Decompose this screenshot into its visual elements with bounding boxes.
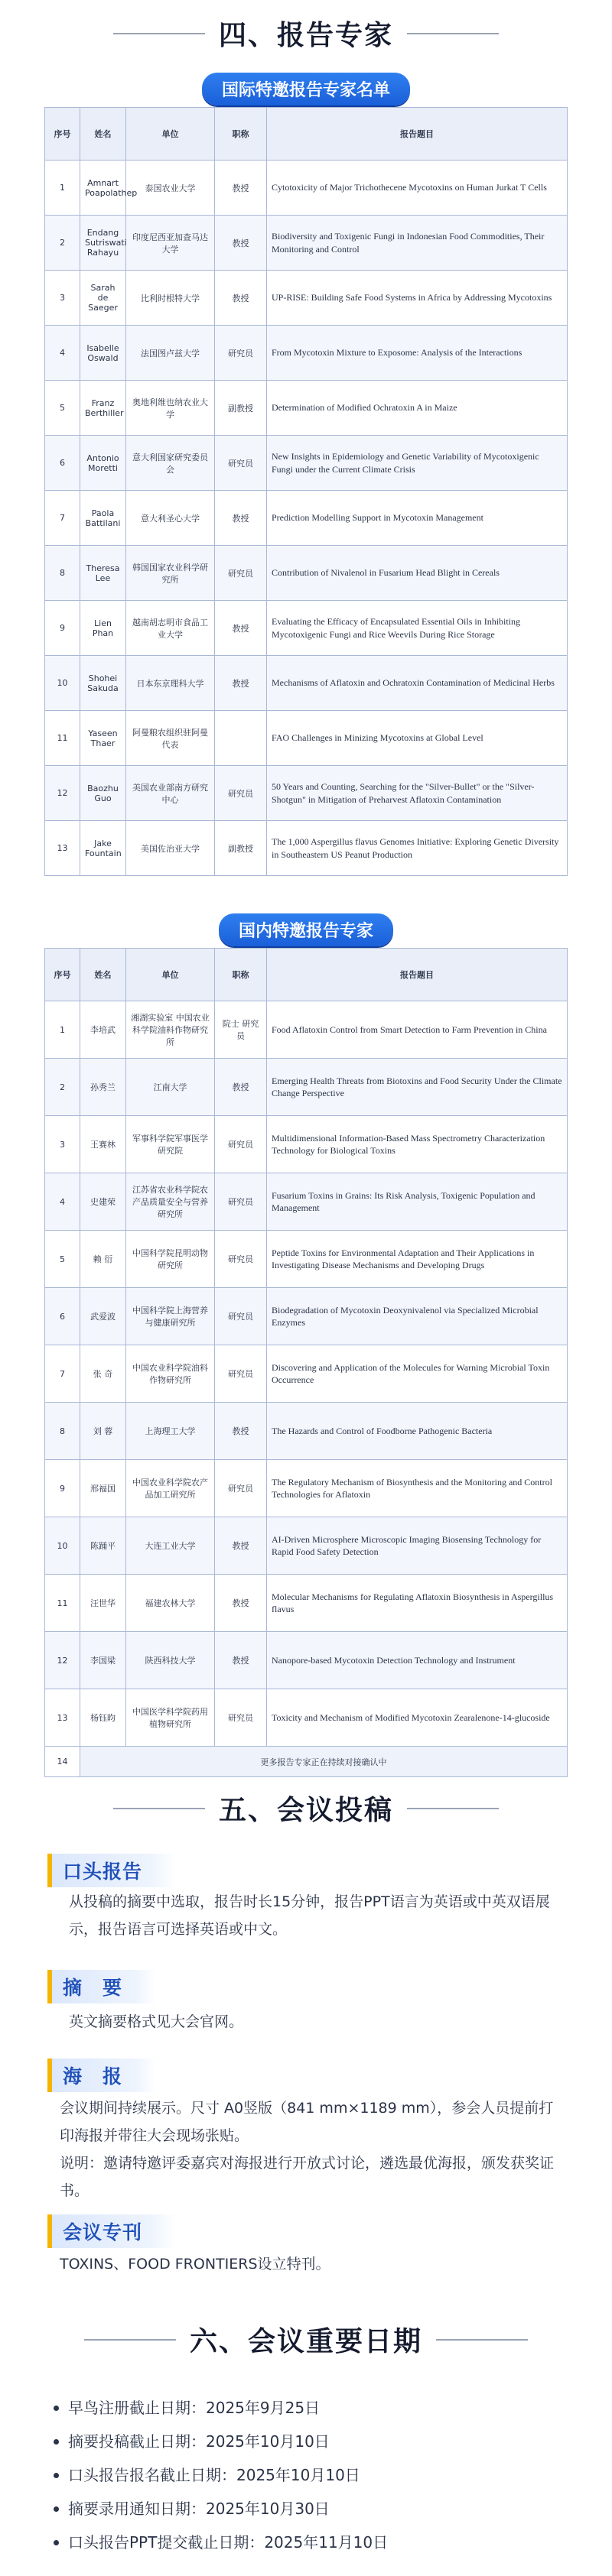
expert-title: 副教授 bbox=[215, 381, 267, 436]
expert-unit: 印度尼西亚加查马达大学 bbox=[126, 216, 215, 271]
report-topic: Cytotoxicity of Major Trichothecene Mycotoxins on Human Jurkat T Cells bbox=[267, 161, 568, 216]
table-row bbox=[45, 1632, 568, 1689]
expert-name: 武爱波 bbox=[80, 1288, 126, 1345]
expert-title: 研究员 bbox=[215, 1345, 267, 1403]
expert-title: 教授 bbox=[215, 1403, 267, 1460]
expert-name: 李国梁 bbox=[80, 1632, 126, 1689]
report-topic: Nanopore-based Mycotoxin Detection Technology and Instrument bbox=[267, 1632, 568, 1689]
date-text: 摘要投稿截止日期：2025年10月10日 bbox=[68, 2432, 330, 2451]
row-index: 9 bbox=[45, 1460, 80, 1517]
row-index: 5 bbox=[45, 1231, 80, 1288]
report-topic: Discovering and Application of the Molecules for Warning Microbial Toxin Occurrence bbox=[267, 1345, 568, 1403]
expert-name: 赖 衍 bbox=[80, 1231, 126, 1288]
row-index: 5 bbox=[45, 381, 80, 436]
expert-unit: 中国农业科学院油料作物研究所 bbox=[126, 1345, 215, 1403]
report-topic: Prediction Modelling Support in Mycotoxin Management bbox=[267, 491, 568, 546]
expert-name: 邢福国 bbox=[80, 1460, 126, 1517]
expert-unit: 美国农业部南方研究中心 bbox=[126, 766, 215, 821]
row-index: 4 bbox=[45, 1173, 80, 1231]
report-topic: Fusarium Toxins in Grains: Its Risk Analysis, Toxigenic Population and Management bbox=[267, 1173, 568, 1231]
report-topic: The 1,000 Aspergillus flavus Genomes Initiative: Exploring Genetic Diversity in Southeastern US Peanut Production bbox=[267, 821, 568, 876]
row-index: 10 bbox=[45, 1517, 80, 1575]
expert-title: 研究员 bbox=[215, 1689, 267, 1747]
expert-title: 教授 bbox=[215, 656, 267, 711]
expert-title: 教授 bbox=[215, 161, 267, 216]
expert-name: 王赛林 bbox=[80, 1116, 126, 1173]
row-index: 8 bbox=[45, 1403, 80, 1460]
bullet-icon bbox=[54, 2406, 59, 2411]
international-experts-pill: 国际特邀报告专家名单 bbox=[202, 73, 410, 105]
table-row bbox=[45, 436, 568, 491]
row-index: 7 bbox=[45, 491, 80, 546]
note-text: 更多报告专家正在持续对接确认中 bbox=[80, 1747, 568, 1777]
expert-title: 研究员 bbox=[215, 1231, 267, 1288]
expert-unit: 意大利国家研究委员会 bbox=[126, 436, 215, 491]
expert-name: Lien Phan bbox=[80, 601, 126, 656]
divider-right bbox=[407, 1808, 499, 1809]
divider-left bbox=[113, 33, 205, 34]
row-index: 10 bbox=[45, 656, 80, 711]
table-row bbox=[45, 1517, 568, 1575]
poster-label: 海 报 bbox=[47, 2059, 156, 2092]
expert-unit: 韩国国家农业科学研究所 bbox=[126, 546, 215, 601]
row-index: 4 bbox=[45, 326, 80, 381]
report-topic: Peptide Toxins for Environmental Adaptation and Their Applications in Investigating Disease Mechanisms and Developing Drugs bbox=[267, 1231, 568, 1288]
expert-title: 教授 bbox=[215, 271, 267, 326]
row-index: 11 bbox=[45, 1575, 80, 1632]
expert-unit: 美国佐治亚大学 bbox=[126, 821, 215, 876]
expert-unit: 中国科学院昆明动物研究所 bbox=[126, 1231, 215, 1288]
col-rank: 职称 bbox=[215, 108, 267, 161]
expert-name: Baozhu Guo bbox=[80, 766, 126, 821]
expert-name: Endang Sutriswati Rahayu bbox=[80, 216, 126, 271]
expert-unit: 奥地利维也纳农业大学 bbox=[126, 381, 215, 436]
date-text: 口头报告PPT提交截止日期：2025年11月10日 bbox=[68, 2533, 389, 2552]
domestic-experts-table bbox=[44, 948, 568, 1777]
table-row bbox=[45, 216, 568, 271]
divider-right bbox=[436, 2339, 528, 2341]
date-item bbox=[54, 2492, 558, 2526]
section4-title: 四、报告专家 bbox=[218, 20, 393, 51]
expert-name: Franz Berthiller bbox=[80, 381, 126, 436]
expert-name: 陈踊平 bbox=[80, 1517, 126, 1575]
abstract-label: 摘 要 bbox=[47, 1970, 156, 2003]
oral-report-label: 口头报告 bbox=[47, 1854, 176, 1887]
report-topic: Contribution of Nivalenol in Fusarium Head Blight in Cereals bbox=[267, 546, 568, 601]
expert-name: Shohei Sakuda bbox=[80, 656, 126, 711]
report-topic: From Mycotoxin Mixture to Exposome: Analysis of the Interactions bbox=[267, 326, 568, 381]
expert-unit: 福建农林大学 bbox=[126, 1575, 215, 1632]
report-topic: AI-Driven Microsphere Microscopic Imaging Biosensing Technology for Rapid Food Safety Detection bbox=[267, 1517, 568, 1575]
expert-unit: 意大利圣心大学 bbox=[126, 491, 215, 546]
expert-title: 教授 bbox=[215, 1059, 267, 1116]
date-item bbox=[54, 2458, 558, 2492]
row-index: 12 bbox=[45, 766, 80, 821]
expert-unit: 越南胡志明市食品工业大学 bbox=[126, 601, 215, 656]
date-text: 摘要录用通知日期：2025年10月30日 bbox=[68, 2500, 330, 2518]
section4-header bbox=[0, 14, 612, 53]
report-topic: FAO Challenges in Minizing Mycotoxins at Global Level bbox=[267, 711, 568, 766]
report-topic: Biodegradation of Mycotoxin Deoxynivalenol via Specialized Microbial Enzymes bbox=[267, 1288, 568, 1345]
table-row bbox=[45, 656, 568, 711]
expert-title: 研究员 bbox=[215, 1288, 267, 1345]
report-topic: Mechanisms of Aflatoxin and Ochratoxin Contamination of Medicinal Herbs bbox=[267, 656, 568, 711]
report-topic: UP-RISE: Building Safe Food Systems in Africa by Addressing Mycotoxins bbox=[267, 271, 568, 326]
expert-title: 教授 bbox=[215, 216, 267, 271]
divider-left bbox=[84, 2339, 176, 2341]
table-row bbox=[45, 1059, 568, 1116]
row-index: 12 bbox=[45, 1632, 80, 1689]
col-index: 序号 bbox=[45, 108, 80, 161]
row-index: 7 bbox=[45, 1345, 80, 1403]
expert-unit: 比利时根特大学 bbox=[126, 271, 215, 326]
expert-unit: 中国科学院上海营养与健康研究所 bbox=[126, 1288, 215, 1345]
table-row bbox=[45, 711, 568, 766]
expert-title: 副教授 bbox=[215, 821, 267, 876]
table-row bbox=[45, 1689, 568, 1747]
table-row bbox=[45, 546, 568, 601]
special-issue-label: 会议专刊 bbox=[47, 2214, 176, 2248]
expert-name: 刘 蓉 bbox=[80, 1403, 126, 1460]
row-index: 3 bbox=[45, 1116, 80, 1173]
table-row-note bbox=[45, 1747, 568, 1777]
expert-title: 研究员 bbox=[215, 1116, 267, 1173]
table-header-row bbox=[45, 108, 568, 161]
row-index: 1 bbox=[45, 1001, 80, 1059]
expert-unit: 大连工业大学 bbox=[126, 1517, 215, 1575]
row-index: 2 bbox=[45, 216, 80, 271]
col-name: 姓名 bbox=[80, 949, 126, 1001]
expert-name: Amnart Poapolathep bbox=[80, 161, 126, 216]
expert-unit: 江苏省农业科学院农产品质量安全与营养研究所 bbox=[126, 1173, 215, 1231]
col-name: 姓名 bbox=[80, 108, 126, 161]
expert-title: 教授 bbox=[215, 1575, 267, 1632]
expert-unit: 湘湖实验室 中国农业科学院油料作物研究所 bbox=[126, 1001, 215, 1059]
table-row bbox=[45, 1116, 568, 1173]
expert-title: 教授 bbox=[215, 491, 267, 546]
report-topic: 50 Years and Counting, Searching for the "Silver-Bullet" or the "Silver-Shotgun" in Mitigation of Preharvest Aflatoxin Contamination bbox=[267, 766, 568, 821]
table-row bbox=[45, 821, 568, 876]
report-topic: The Regulatory Mechanism of Biosynthesis and the Monitoring and Control Technologies for Aflatoxin bbox=[267, 1460, 568, 1517]
expert-name: Theresa Lee bbox=[80, 546, 126, 601]
row-index: 8 bbox=[45, 546, 80, 601]
expert-unit: 法国图卢兹大学 bbox=[126, 326, 215, 381]
section5-header bbox=[0, 1789, 612, 1828]
table-row bbox=[45, 1575, 568, 1632]
date-item bbox=[54, 2391, 558, 2425]
expert-unit: 上海理工大学 bbox=[126, 1403, 215, 1460]
row-index: 6 bbox=[45, 436, 80, 491]
table-row bbox=[45, 1460, 568, 1517]
row-index: 9 bbox=[45, 601, 80, 656]
expert-name: Paola Battilani bbox=[80, 491, 126, 546]
expert-name: Jake Fountain bbox=[80, 821, 126, 876]
expert-unit: 中国农业科学院农产品加工研究所 bbox=[126, 1460, 215, 1517]
expert-title: 研究员 bbox=[215, 1173, 267, 1231]
oral-report-text: 从投稿的摘要中选取，报告时长15分钟，报告PPT语言为英语或中英双语展示，报告语言可选择英语或中文。 bbox=[69, 1893, 550, 1938]
expert-name: Antonio Moretti bbox=[80, 436, 126, 491]
col-rank: 职称 bbox=[215, 949, 267, 1001]
expert-unit: 中国医学科学院药用植物研究所 bbox=[126, 1689, 215, 1747]
report-topic: Food Aflatoxin Control from Smart Detection to Farm Prevention in China bbox=[267, 1001, 568, 1059]
date-text: 早鸟注册截止日期：2025年9月25日 bbox=[68, 2399, 321, 2417]
table-row bbox=[45, 1173, 568, 1231]
table-row bbox=[45, 1345, 568, 1403]
report-topic: Evaluating the Efficacy of Encapsulated Essential Oils in Inhibiting Mycotoxigenic Fungi and Rice Weevils During Rice Storage bbox=[267, 601, 568, 656]
table-row bbox=[45, 271, 568, 326]
row-index: 3 bbox=[45, 271, 80, 326]
table-row bbox=[45, 1001, 568, 1059]
poster-text-2: 说明：邀请特邀评委嘉宾对海报进行开放式讨论，遴选最优海报，颁发获奖证书。 bbox=[60, 2155, 555, 2199]
col-index: 序号 bbox=[45, 949, 80, 1001]
international-experts-table bbox=[44, 107, 568, 876]
important-dates-list bbox=[54, 2391, 558, 2559]
report-topic: Determination of Modified Ochratoxin A in Maize bbox=[267, 381, 568, 436]
table-row bbox=[45, 326, 568, 381]
divider-right bbox=[407, 33, 499, 34]
report-topic: Molecular Mechanisms for Regulating Aflatoxin Biosynthesis in Aspergillus flavus bbox=[267, 1575, 568, 1632]
row-index: 13 bbox=[45, 1689, 80, 1747]
expert-title bbox=[215, 711, 267, 766]
section6-header bbox=[0, 2320, 612, 2359]
report-topic: Toxicity and Mechanism of Modified Mycotoxin Zearalenone-14-glucoside bbox=[267, 1689, 568, 1747]
expert-name: 李培武 bbox=[80, 1001, 126, 1059]
expert-title: 教授 bbox=[215, 601, 267, 656]
table-row bbox=[45, 601, 568, 656]
expert-unit: 江南大学 bbox=[126, 1059, 215, 1116]
expert-unit: 日本东京理科大学 bbox=[126, 656, 215, 711]
special-issue-text: TOXINS、FOOD FRONTIERS设立特刊。 bbox=[60, 2256, 330, 2273]
report-topic: The Hazards and Control of Foodborne Pathogenic Bacteria bbox=[267, 1403, 568, 1460]
expert-title: 研究员 bbox=[215, 766, 267, 821]
report-topic: New Insights in Epidemiology and Genetic Variability of Mycotoxigenic Fungi under the Current Climate Crisis bbox=[267, 436, 568, 491]
row-index: 11 bbox=[45, 711, 80, 766]
expert-name: Yaseen Thaer bbox=[80, 711, 126, 766]
report-topic: Biodiversity and Toxigenic Fungi in Indonesian Food Commodities, Their Monitoring and Control bbox=[267, 216, 568, 271]
table-row bbox=[45, 1403, 568, 1460]
report-topic: Emerging Health Threats from Biotoxins and Food Security Under the Climate Change Perspective bbox=[267, 1059, 568, 1116]
expert-name: 汪世华 bbox=[80, 1575, 126, 1632]
expert-title: 研究员 bbox=[215, 1460, 267, 1517]
section6-title: 六、会议重要日期 bbox=[189, 2326, 422, 2357]
expert-unit: 阿曼粮农组织驻阿曼代表 bbox=[126, 711, 215, 766]
expert-unit: 泰国农业大学 bbox=[126, 161, 215, 216]
expert-title: 教授 bbox=[215, 1517, 267, 1575]
abstract-text: 英文摘要格式见大会官网。 bbox=[69, 2013, 244, 2030]
section5-title: 五、会议投稿 bbox=[218, 1795, 393, 1826]
table-row bbox=[45, 766, 568, 821]
row-index: 6 bbox=[45, 1288, 80, 1345]
table-row bbox=[45, 1231, 568, 1288]
expert-name: 史建荣 bbox=[80, 1173, 126, 1231]
expert-name: Sarah de Saeger bbox=[80, 271, 126, 326]
expert-name: 张 奇 bbox=[80, 1345, 126, 1403]
col-unit: 单位 bbox=[126, 949, 215, 1001]
report-topic: Multidimensional Information-Based Mass Spectrometry Characterization Technology for Biological Toxins bbox=[267, 1116, 568, 1173]
bullet-icon bbox=[54, 2473, 59, 2478]
note-index: 14 bbox=[45, 1747, 80, 1777]
poster-text-1: 会议期间持续展示。尺寸 A0竖版（841 mm×1189 mm），参会人员提前打印海报并带往大会现场张贴。 bbox=[60, 2100, 554, 2144]
col-topic: 报告题目 bbox=[267, 949, 568, 1001]
bullet-icon bbox=[54, 2506, 59, 2512]
bullet-icon bbox=[54, 2439, 59, 2445]
bullet-icon bbox=[54, 2540, 59, 2545]
expert-name: 杨钰昀 bbox=[80, 1689, 126, 1747]
expert-title: 院士 研究员 bbox=[215, 1001, 267, 1059]
table-row bbox=[45, 1288, 568, 1345]
col-topic: 报告题目 bbox=[267, 108, 568, 161]
expert-unit: 陕西科技大学 bbox=[126, 1632, 215, 1689]
expert-name: Isabelle Oswald bbox=[80, 326, 126, 381]
table-header-row bbox=[45, 949, 568, 1001]
date-item bbox=[54, 2526, 558, 2559]
expert-name: 孙秀兰 bbox=[80, 1059, 126, 1116]
table-row bbox=[45, 491, 568, 546]
expert-unit: 军事科学院军事医学研究院 bbox=[126, 1116, 215, 1173]
expert-title: 研究员 bbox=[215, 436, 267, 491]
col-unit: 单位 bbox=[126, 108, 215, 161]
table-row bbox=[45, 381, 568, 436]
table-row bbox=[45, 161, 568, 216]
divider-left bbox=[113, 1808, 205, 1809]
expert-title: 研究员 bbox=[215, 326, 267, 381]
row-index: 1 bbox=[45, 161, 80, 216]
row-index: 2 bbox=[45, 1059, 80, 1116]
row-index: 13 bbox=[45, 821, 80, 876]
date-item bbox=[54, 2425, 558, 2458]
expert-title: 研究员 bbox=[215, 546, 267, 601]
expert-title: 教授 bbox=[215, 1632, 267, 1689]
domestic-experts-pill: 国内特邀报告专家 bbox=[219, 913, 393, 946]
date-text: 口头报告报名截止日期：2025年10月10日 bbox=[68, 2466, 360, 2484]
